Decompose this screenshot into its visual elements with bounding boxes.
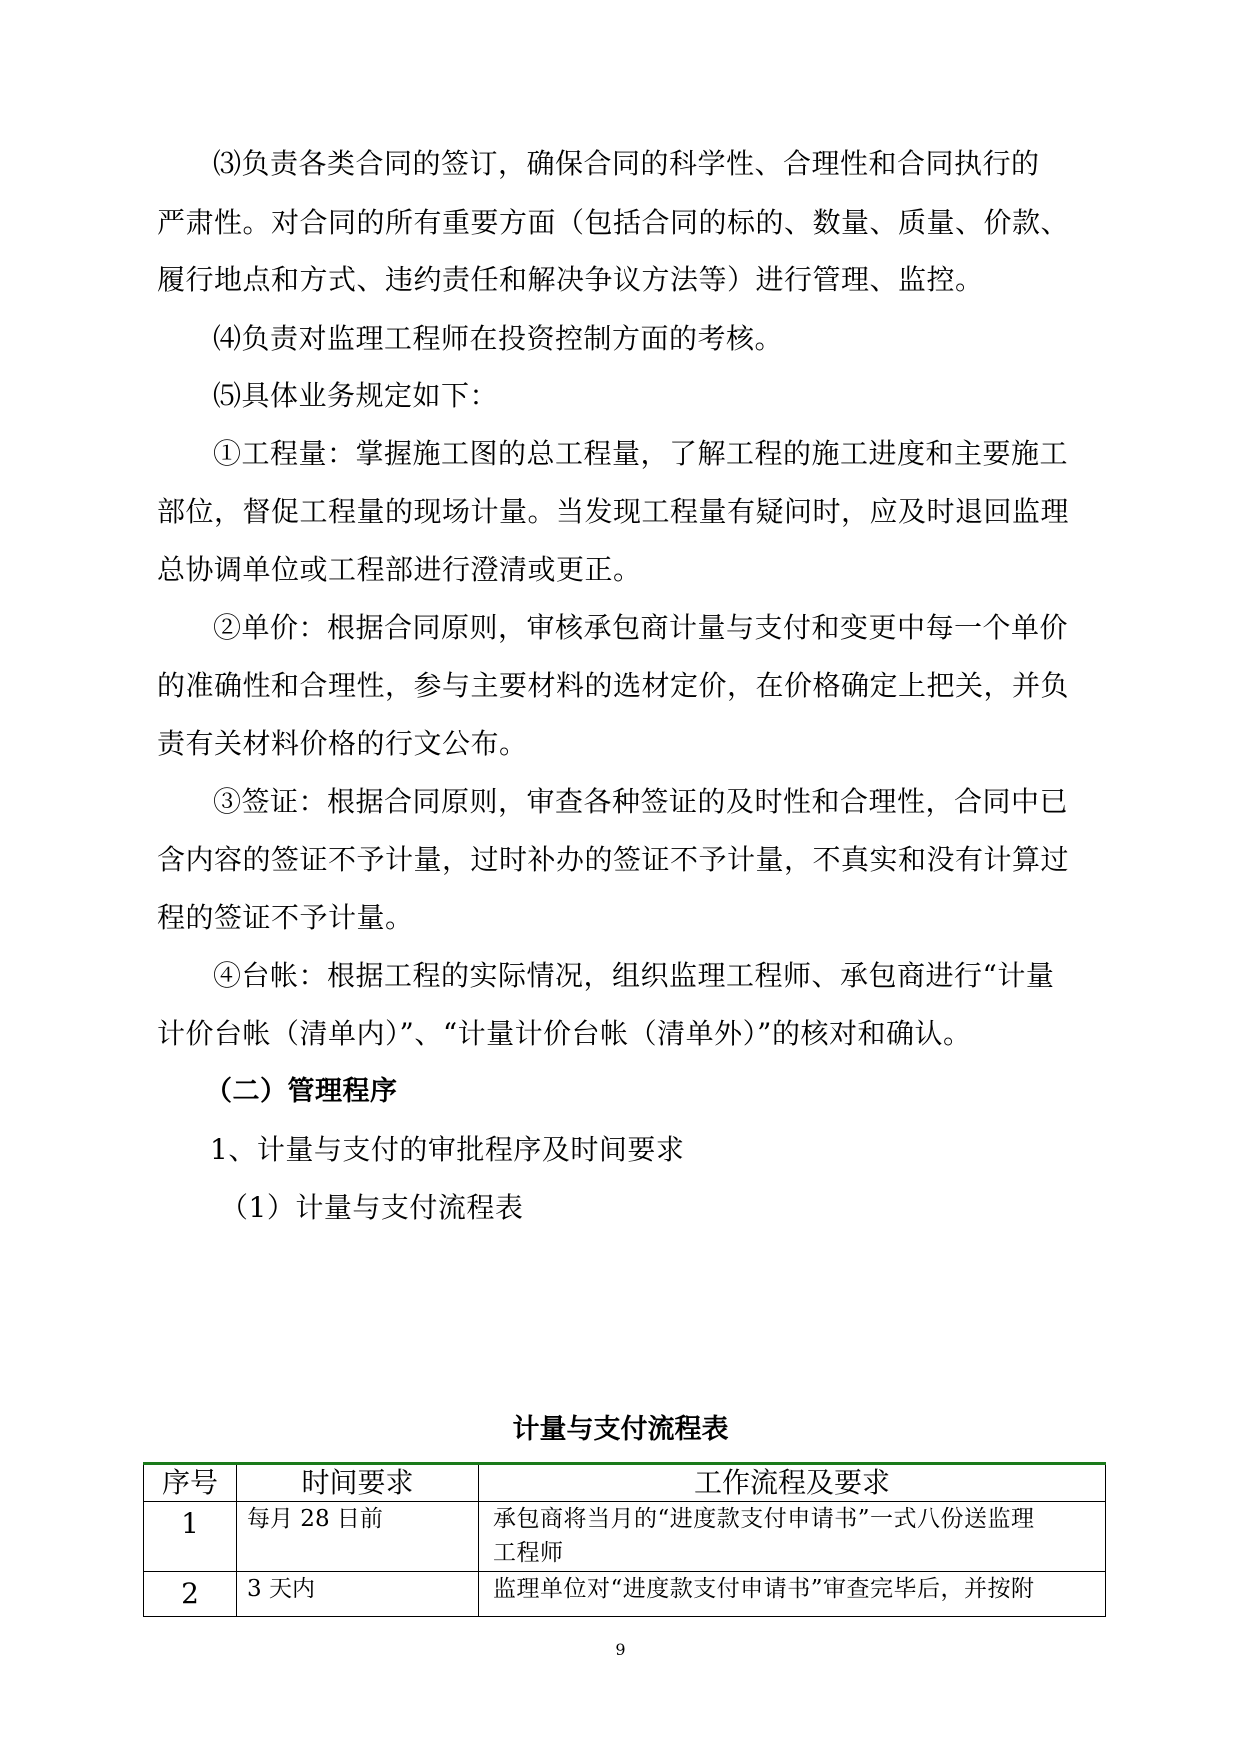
paragraph-line: 履行地点和方式、违约责任和解决争议方法等）进行管理、监控。 [157, 263, 984, 296]
table-row [144, 1572, 1106, 1617]
table-row [144, 1502, 1106, 1572]
subheading: （1）计量与支付流程表 [220, 1191, 524, 1224]
process-line: 承包商将当月的“进度款支付申请书”一式八份送监理 [493, 1506, 1035, 1532]
section-heading: （二）管理程序 [205, 1076, 398, 1107]
paragraph-line: 的准确性和合理性，参与主要材料的选材定价，在价格确定上把关，并负 [157, 669, 1070, 702]
row-number: 1 [144, 1502, 237, 1572]
paragraph-line: ⑸具体业务规定如下： [213, 379, 499, 412]
paragraph-line: 责有关材料价格的行文公布。 [157, 727, 528, 760]
process-description [479, 1502, 1106, 1572]
process-line: 工程师 [493, 1540, 564, 1566]
header-cell: 工作流程及要求 [479, 1464, 1106, 1502]
paragraph-line: ⑶负责各类合同的签订，确保合同的科学性、合理性和合同执行的 [213, 147, 1040, 180]
paragraph-line: 含内容的签证不予计量，过时补办的签证不予计量，不真实和没有计算过 [157, 843, 1070, 876]
header-cell: 序号 [144, 1464, 237, 1502]
table-header-row [144, 1464, 1106, 1502]
paragraph-line: 程的签证不予计量。 [157, 901, 414, 934]
paragraph-line: 严肃性。对合同的所有重要方面（包括合同的标的、数量、质量、价款、 [157, 206, 1070, 239]
time-requirement: 每月 28 日前 [237, 1502, 479, 1572]
paragraph-line: 总协调单位或工程部进行澄清或更正。 [157, 553, 642, 586]
header-cell: 时间要求 [237, 1464, 479, 1502]
paragraph-line: ④台帐：根据工程的实际情况，组织监理工程师、承包商进行“计量 [213, 959, 1055, 992]
paragraph-line: ①工程量：掌握施工图的总工程量，了解工程的施工进度和主要施工 [213, 437, 1069, 470]
flow-table [143, 1462, 1106, 1617]
table-title: 计量与支付流程表 [512, 1414, 729, 1445]
process-description [479, 1572, 1106, 1617]
paragraph-line: ⑷负责对监理工程师在投资控制方面的考核。 [213, 322, 784, 355]
page-number: 9 [615, 1640, 626, 1659]
subheading: 1、计量与支付的审批程序及时间要求 [210, 1133, 685, 1166]
paragraph-line: 计价台帐（清单内）”、“计量计价台帐（清单外）”的核对和确认。 [157, 1017, 972, 1050]
paragraph-line: 部位，督促工程量的现场计量。当发现工程量有疑问时，应及时退回监理 [157, 495, 1070, 528]
paragraph-line: ③签证：根据合同原则，审查各种签证的及时性和合理性，合同中已 [213, 785, 1069, 818]
time-requirement: 3 天内 [237, 1572, 479, 1617]
paragraph-line: ②单价：根据合同原则，审核承包商计量与支付和变更中每一个单价 [213, 611, 1069, 644]
process-line: 监理单位对“进度款支付申请书”审查完毕后，并按附 [493, 1576, 1035, 1602]
row-number: 2 [144, 1572, 237, 1617]
